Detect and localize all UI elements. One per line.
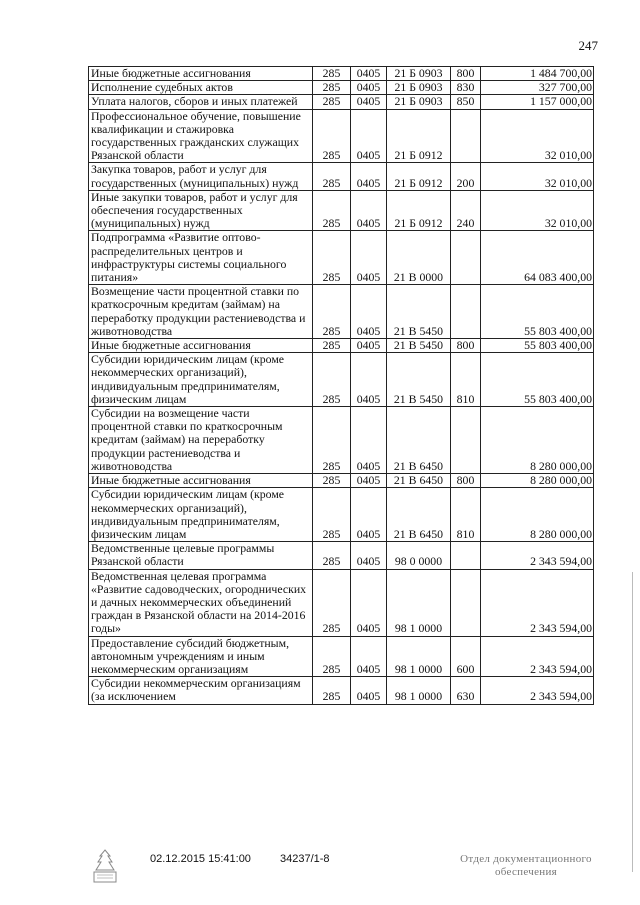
row-code-2-cell: 0405 bbox=[351, 353, 387, 407]
row-code-4-cell bbox=[451, 542, 481, 569]
row-name-cell: Возмещение части процентной ставки по краткосрочным кредитам (займам) на переработку продукции растениеводства и животноводства bbox=[89, 285, 313, 339]
row-code-3-cell: 21 В 6450 bbox=[387, 407, 451, 474]
row-code-4-cell bbox=[451, 407, 481, 474]
margin-rule bbox=[632, 572, 633, 872]
row-code-3-cell: 21 В 6450 bbox=[387, 488, 451, 542]
table-row bbox=[89, 569, 594, 636]
row-code-4-cell: 800 bbox=[451, 339, 481, 353]
row-code-3-cell: 21 В 5450 bbox=[387, 339, 451, 353]
row-code-2-cell: 0405 bbox=[351, 407, 387, 474]
row-code-2-cell: 0405 bbox=[351, 339, 387, 353]
row-code-3-cell: 21 В 5450 bbox=[387, 353, 451, 407]
row-amount-cell: 327 700,00 bbox=[481, 81, 594, 95]
page-number: 247 bbox=[578, 38, 598, 53]
row-code-4-cell: 830 bbox=[451, 81, 481, 95]
row-code-1-cell: 285 bbox=[313, 353, 351, 407]
table-row bbox=[89, 407, 594, 474]
row-name-cell: Иные бюджетные ассигнования bbox=[89, 339, 313, 353]
row-name-cell: Ведомственная целевая программа «Развитие садоводческих, огороднических и дачных некоммерческих объединений граждан в Рязанской области на 2014-2016 годы» bbox=[89, 569, 313, 636]
row-code-4-cell: 850 bbox=[451, 95, 481, 109]
row-code-4-cell bbox=[451, 285, 481, 339]
budget-table bbox=[88, 66, 594, 705]
row-amount-cell: 8 280 000,00 bbox=[481, 474, 594, 488]
row-amount-cell: 1 157 000,00 bbox=[481, 95, 594, 109]
stamp-line-2: обеспечения bbox=[494, 866, 558, 878]
table-row bbox=[89, 190, 594, 231]
row-code-1-cell: 285 bbox=[313, 339, 351, 353]
row-code-3-cell: 21 Б 0903 bbox=[387, 67, 451, 81]
row-code-3-cell: 98 1 0000 bbox=[387, 677, 451, 704]
stamp-line-1: Отдел документационного bbox=[460, 853, 592, 865]
footer-datetime: 02.12.2015 15:41:00 bbox=[150, 853, 251, 865]
row-code-3-cell: 98 0 0000 bbox=[387, 542, 451, 569]
table-row bbox=[89, 67, 594, 81]
table-row bbox=[89, 542, 594, 569]
row-code-2-cell: 0405 bbox=[351, 231, 387, 285]
row-code-1-cell: 285 bbox=[313, 67, 351, 81]
row-code-2-cell: 0405 bbox=[351, 542, 387, 569]
row-code-1-cell: 285 bbox=[313, 636, 351, 677]
row-code-2-cell: 0405 bbox=[351, 163, 387, 190]
row-name-cell: Подпрограмма «Развитие оптово-распределительных центров и инфраструктуры системы социального питания» bbox=[89, 231, 313, 285]
row-code-1-cell: 285 bbox=[313, 569, 351, 636]
table-row bbox=[89, 353, 594, 407]
row-code-2-cell: 0405 bbox=[351, 636, 387, 677]
row-name-cell: Субсидии юридическим лицам (кроме некоммерческих организаций), индивидуальным предпринимателям, физическим лицам bbox=[89, 353, 313, 407]
row-amount-cell: 2 343 594,00 bbox=[481, 677, 594, 704]
row-code-2-cell: 0405 bbox=[351, 109, 387, 163]
row-name-cell: Иные бюджетные ассигнования bbox=[89, 474, 313, 488]
table-row bbox=[89, 81, 594, 95]
row-amount-cell: 32 010,00 bbox=[481, 109, 594, 163]
table-row bbox=[89, 163, 594, 190]
row-code-1-cell: 285 bbox=[313, 81, 351, 95]
row-code-1-cell: 285 bbox=[313, 488, 351, 542]
row-amount-cell: 1 484 700,00 bbox=[481, 67, 594, 81]
row-amount-cell: 32 010,00 bbox=[481, 163, 594, 190]
row-code-2-cell: 0405 bbox=[351, 488, 387, 542]
row-code-1-cell: 285 bbox=[313, 95, 351, 109]
row-code-1-cell: 285 bbox=[313, 285, 351, 339]
row-code-3-cell: 21 В 6450 bbox=[387, 474, 451, 488]
table-row bbox=[89, 488, 594, 542]
table-row bbox=[89, 285, 594, 339]
row-code-1-cell: 285 bbox=[313, 474, 351, 488]
row-code-2-cell: 0405 bbox=[351, 67, 387, 81]
row-code-1-cell: 285 bbox=[313, 677, 351, 704]
row-amount-cell: 55 803 400,00 bbox=[481, 339, 594, 353]
row-code-4-cell: 800 bbox=[451, 474, 481, 488]
department-stamp bbox=[436, 853, 616, 879]
row-code-1-cell: 285 bbox=[313, 231, 351, 285]
row-code-3-cell: 21 Б 0912 bbox=[387, 190, 451, 231]
row-code-2-cell: 0405 bbox=[351, 81, 387, 95]
coat-of-arms-icon bbox=[88, 848, 122, 886]
row-name-cell: Профессиональное обучение, повышение квалификации и стажировка государственных гражданских служащих Рязанской области bbox=[89, 109, 313, 163]
row-code-3-cell: 98 1 0000 bbox=[387, 569, 451, 636]
row-name-cell: Предоставление субсидий бюджетным, автономным учреждениям и иным некоммерческим организациям bbox=[89, 636, 313, 677]
row-name-cell: Ведомственные целевые программы Рязанской области bbox=[89, 542, 313, 569]
row-amount-cell: 2 343 594,00 bbox=[481, 542, 594, 569]
row-code-4-cell bbox=[451, 231, 481, 285]
row-amount-cell: 2 343 594,00 bbox=[481, 569, 594, 636]
table-row bbox=[89, 109, 594, 163]
row-code-1-cell: 285 bbox=[313, 163, 351, 190]
row-amount-cell: 32 010,00 bbox=[481, 190, 594, 231]
row-code-2-cell: 0405 bbox=[351, 95, 387, 109]
row-name-cell: Субсидии юридическим лицам (кроме некоммерческих организаций), индивидуальным предпринимателям, физическим лицам bbox=[89, 488, 313, 542]
row-name-cell: Уплата налогов, сборов и иных платежей bbox=[89, 95, 313, 109]
row-code-3-cell: 21 В 5450 bbox=[387, 285, 451, 339]
row-code-3-cell: 21 Б 0912 bbox=[387, 163, 451, 190]
row-code-1-cell: 285 bbox=[313, 190, 351, 231]
table-row bbox=[89, 339, 594, 353]
row-code-1-cell: 285 bbox=[313, 407, 351, 474]
table-row bbox=[89, 474, 594, 488]
row-code-4-cell: 200 bbox=[451, 163, 481, 190]
row-code-3-cell: 21 Б 0903 bbox=[387, 81, 451, 95]
row-amount-cell: 2 343 594,00 bbox=[481, 636, 594, 677]
row-code-3-cell: 21 Б 0903 bbox=[387, 95, 451, 109]
row-code-4-cell: 810 bbox=[451, 353, 481, 407]
table-row bbox=[89, 636, 594, 677]
row-code-1-cell: 285 bbox=[313, 109, 351, 163]
row-code-2-cell: 0405 bbox=[351, 474, 387, 488]
row-name-cell: Субсидии на возмещение части процентной ставки по краткосрочным кредитам (займам) на переработку продукции растениеводства и животноводства bbox=[89, 407, 313, 474]
footer-doc-number: 34237/1-8 bbox=[280, 853, 330, 865]
row-code-4-cell: 800 bbox=[451, 67, 481, 81]
row-amount-cell: 55 803 400,00 bbox=[481, 353, 594, 407]
table-row bbox=[89, 95, 594, 109]
row-code-3-cell: 98 1 0000 bbox=[387, 636, 451, 677]
row-code-1-cell: 285 bbox=[313, 542, 351, 569]
row-name-cell: Иные бюджетные ассигнования bbox=[89, 67, 313, 81]
row-code-4-cell: 600 bbox=[451, 636, 481, 677]
row-amount-cell: 55 803 400,00 bbox=[481, 285, 594, 339]
row-name-cell: Закупка товаров, работ и услуг для государственных (муниципальных) нужд bbox=[89, 163, 313, 190]
row-code-4-cell: 810 bbox=[451, 488, 481, 542]
row-name-cell: Субсидии некоммерческим организациям (за исключением bbox=[89, 677, 313, 704]
row-code-4-cell: 630 bbox=[451, 677, 481, 704]
table-row bbox=[89, 231, 594, 285]
row-code-2-cell: 0405 bbox=[351, 569, 387, 636]
row-amount-cell: 8 280 000,00 bbox=[481, 407, 594, 474]
row-name-cell: Исполнение судебных актов bbox=[89, 81, 313, 95]
row-code-3-cell: 21 Б 0912 bbox=[387, 109, 451, 163]
table-row bbox=[89, 677, 594, 704]
budget-table-body bbox=[89, 67, 594, 705]
row-name-cell: Иные закупки товаров, работ и услуг для обеспечения государственных (муниципальных) нужд bbox=[89, 190, 313, 231]
row-code-2-cell: 0405 bbox=[351, 677, 387, 704]
row-code-4-cell: 240 bbox=[451, 190, 481, 231]
row-code-4-cell bbox=[451, 109, 481, 163]
row-code-3-cell: 21 В 0000 bbox=[387, 231, 451, 285]
row-amount-cell: 64 083 400,00 bbox=[481, 231, 594, 285]
row-code-4-cell bbox=[451, 569, 481, 636]
row-amount-cell: 8 280 000,00 bbox=[481, 488, 594, 542]
row-code-2-cell: 0405 bbox=[351, 190, 387, 231]
row-code-2-cell: 0405 bbox=[351, 285, 387, 339]
